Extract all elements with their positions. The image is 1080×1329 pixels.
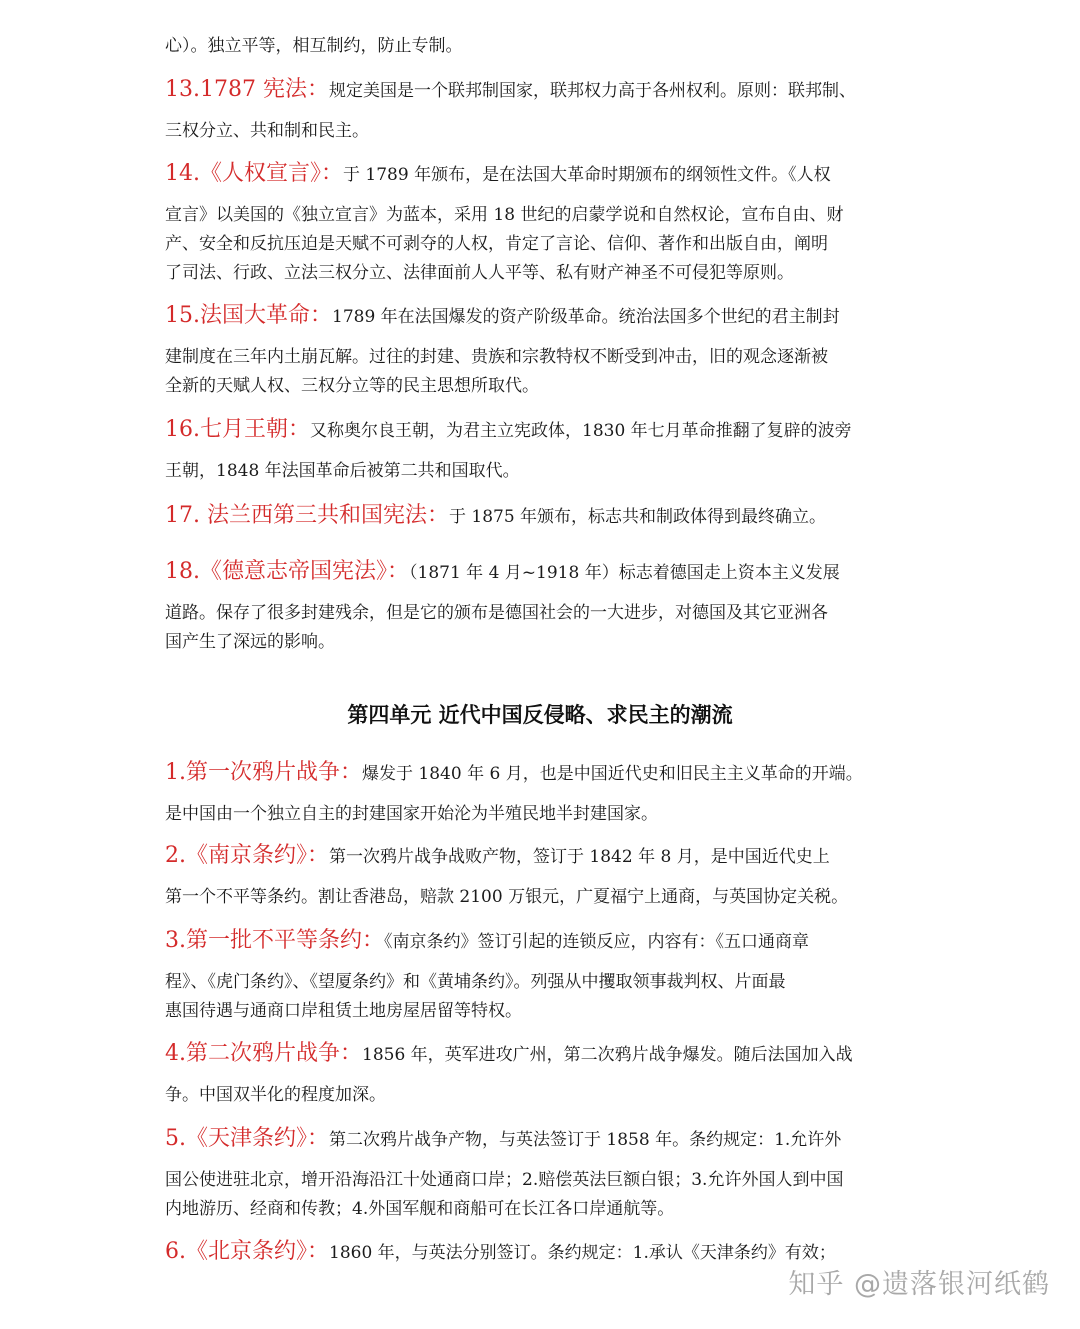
section-title: 第四单元 近代中国反侵略、求民主的潮流 [347, 703, 733, 727]
text-line: 了司法、行政、立法三权分立、法律面前人人平等、私有财产神圣不可侵犯等原则。 [165, 263, 794, 283]
entry-text: 《南京条约》签订引起的连锁反应，内容有：《五口通商章 [384, 932, 809, 952]
entry-14 [165, 160, 831, 189]
entry-15 [165, 302, 840, 331]
entry-text: 第二次鸦片战争产物，与英法签订于 1858 年。条约规定：1.允许外 [329, 1130, 842, 1150]
entry-b3 [165, 927, 809, 956]
term-1787-constitution: 13.1787 宪法： [165, 77, 329, 102]
term-treaty-of-nanking: 2.《南京条约》： [165, 843, 329, 868]
entry-text: 规定美国是一个联邦制国家，联邦权力高于各州权利。原则：联邦制、 [328, 81, 856, 101]
entry-b2 [165, 842, 830, 871]
text-line: 道路。保存了很多封建残余，但是它的颁布是德国社会的一大进步，对德国及其它亚洲各 [165, 603, 828, 623]
text-line: 全新的天赋人权、三权分立等的民主思想所取代。 [165, 376, 539, 396]
text-line: 三权分立、共和制和民主。 [165, 121, 369, 141]
zhihu-watermark: 知乎 @遗落银河纸鹤 [788, 1269, 1050, 1300]
term-convention-of-peking: 6.《北京条约》： [165, 1239, 329, 1264]
term-declaration-of-rights: 14.《人权宣言》： [165, 161, 343, 186]
entry-13 [165, 76, 856, 105]
entry-b6 [165, 1238, 836, 1267]
text-line: 产、安全和反抗压迫是天赋不可剥夺的人权，肯定了言论、信仰、著作和出版自由，阐明 [165, 234, 828, 254]
entry-text: 爆发于 1840 年 6 月，也是中国近代史和旧民主主义革命的开端。 [362, 764, 863, 784]
text-line: 争。中国双半化的程度加深。 [165, 1085, 386, 1105]
text-line: 程》、《虎门条约》、《望厦条约》和《黄埔条约》。列强从中攫取领事裁判权、片面最 [165, 972, 786, 992]
entry-text: 于 1789 年颁布，是在法国大革命时期颁布的纲领性文件。《人权 [343, 165, 831, 185]
entry-text: 1856 年，英军进攻广州，第二次鸦片战争爆发。随后法国加入战 [362, 1045, 853, 1065]
text-line: 心）。独立平等，相互制约，防止专制。 [165, 36, 463, 56]
entry-text: 第一次鸦片战争战败产物，签订于 1842 年 8 月，是中国近代史上 [329, 847, 830, 867]
entry-18 [165, 558, 840, 587]
text-line: 国公使进驻北京，增开沿海沿江十处通商口岸；2.赔偿英法巨额白银；3.允许外国人到中国 [165, 1170, 844, 1190]
entry-b5 [165, 1125, 841, 1154]
term-treaty-of-tianjin: 5.《天津条约》： [165, 1126, 329, 1151]
entry-b1 [165, 759, 863, 788]
text-line: 建制度在三年内土崩瓦解。过往的封建、贵族和宗教特权不断受到冲击，旧的观念逐渐被 [165, 347, 828, 367]
term-first-opium-war: 1.第一次鸦片战争： [165, 760, 362, 785]
entry-text: 1789 年在法国爆发的资产阶级革命。统治法国多个世纪的君主制封 [332, 307, 840, 327]
term-third-republic-constitution: 17. 法兰西第三共和国宪法： [165, 503, 449, 528]
entry-b4 [165, 1040, 853, 1069]
text-line: 是中国由一个独立自主的封建国家开始沦为半殖民地半封建国家。 [165, 804, 658, 824]
term-july-monarchy: 16.七月王朝： [165, 417, 310, 442]
term-german-empire-constitution: 18.《德意志帝国宪法》： [165, 559, 409, 584]
entry-text: 于 1875 年颁布，标志共和制政体得到最终确立。 [448, 507, 827, 527]
entry-17 [165, 502, 826, 531]
term-french-revolution: 15.法国大革命： [165, 303, 332, 328]
entry-text: 又称奥尔良王朝，为君主立宪政体，1830 年七月革命推翻了复辟的波旁 [310, 421, 852, 441]
term-second-opium-war: 4.第二次鸦片战争： [165, 1041, 362, 1066]
text-line: 第一个不平等条约。割让香港岛，赔款 2100 万银元，广夏福宁上通商，与英国协定关税。 [165, 887, 849, 907]
text-line: 惠国待遇与通商口岸租赁土地房屋居留等特权。 [165, 1001, 522, 1021]
text-line: 宣言》以美国的《独立宣言》为蓝本，采用 18 世纪的启蒙学说和自然权论，宣布自由、财 [165, 205, 844, 225]
term-first-unequal-treaties: 3.第一批不平等条约： [165, 928, 384, 953]
entry-16 [165, 416, 852, 445]
entry-text: （1871 年 4 月~1918 年）标志着德国走上资本主义发展 [409, 563, 840, 583]
entry-text: 1860 年，与英法分别签订。条约规定：1.承认《天津条约》有效； [329, 1243, 836, 1263]
text-line: 内地游历、经商和传教；4.外国军舰和商船可在长江各口岸通航等。 [165, 1199, 675, 1219]
text-line: 国产生了深远的影响。 [165, 632, 335, 652]
text-line: 王朝，1848 年法国革命后被第二共和国取代。 [165, 461, 520, 481]
